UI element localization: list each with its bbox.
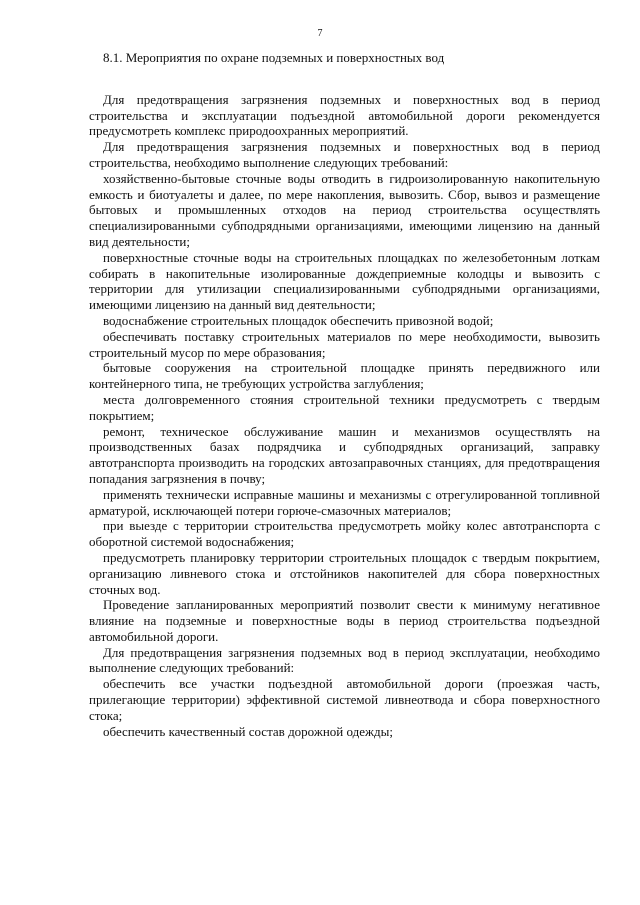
paragraph: обеспечивать поставку строительных материалов по мере необходимости, вывозить строительный мусор по мере образования; xyxy=(89,328,600,360)
paragraph: обеспечить качественный состав дорожной одежды; xyxy=(103,723,393,739)
paragraph: места долговременного стояния строительной техники предусмотреть с твердым покрытием; xyxy=(89,391,600,423)
page-number: 7 xyxy=(317,28,323,39)
paragraph: Для предотвращения загрязнения подземных и поверхностных вод в период строительства, необходимо выполнение следующих требований: xyxy=(89,139,600,170)
paragraph: водоснабжение строительных площадок обеспечить привозной водой; xyxy=(103,312,494,328)
paragraph: применять технически исправные машины и механизмы с отрегулированной топливной арматурой, исключающей потери горюче-смазочных материалов; xyxy=(89,486,600,518)
paragraph: Для предотвращения загрязнения подземных и поверхностных вод в период строительства и эксплуатации подъездной автомобильной дороги рекомендуется предусмотреть комплекс природоохранных мероприятий. xyxy=(89,91,600,139)
paragraph: предусмотреть планировку территории строительных площадок с твердым покрытием, организацию ливневого стока и отстойников накопителей для сбора поверхностных сточных вод. xyxy=(89,549,600,597)
paragraph: обеспечить все участки подъездной автомобильной дороги (проезжая часть, прилегающие территории) эффективной системой ливнеотвода и сбора поверхностного стока; xyxy=(89,676,600,723)
paragraph: бытовые сооружения на строительной площадке принять передвижного или контейнерного типа, не требующих устройства заглубления; xyxy=(89,360,600,392)
section-heading: 8.1. Мероприятия по охране подземных и поверхностных вод xyxy=(103,50,445,65)
paragraph: ремонт, техническое обслуживание машин и механизмов осуществлять на производственных базах подрядчика и субподрядных организаций, заправку автотранспорта производить на городских автозаправочных станциях, для предотвращения попадания загрязнения в почву; xyxy=(89,423,600,486)
paragraph: Проведение запланированных мероприятий позволит свести к минимуму негативное влияние на подземные и поверхностные воды в период строительства подъездной автомобильной дороги. xyxy=(89,597,600,644)
paragraph: хозяйственно-бытовые сточные воды отводить в гидроизолированную накопительную емкость и биотуалеты и далее, по мере накопления, вывозить. Сбор, вывоз и размещение бытовых и промышленных отходов на период строительства осуществлять специализированными субподрядными организациями, имеющими лицензию на данный вид деятельности; xyxy=(89,170,600,249)
document-body xyxy=(89,50,600,739)
paragraph: Для предотвращения загрязнения подземных вод в период эксплуатации, необходимо выполнение следующих требований: xyxy=(89,644,600,676)
paragraph: при выезде с территории строительства предусмотреть мойку колес автотранспорта с оборотной системой водоснабжения; xyxy=(89,518,600,550)
paragraph: поверхностные сточные воды на строительных площадках по железобетонным лоткам собирать в накопительные изолированные дождеприемные колодцы и вывозить с территории для утилизации специализированными субподрядными организациями, имеющими лицензию на данный вид деятельности; xyxy=(89,249,600,313)
